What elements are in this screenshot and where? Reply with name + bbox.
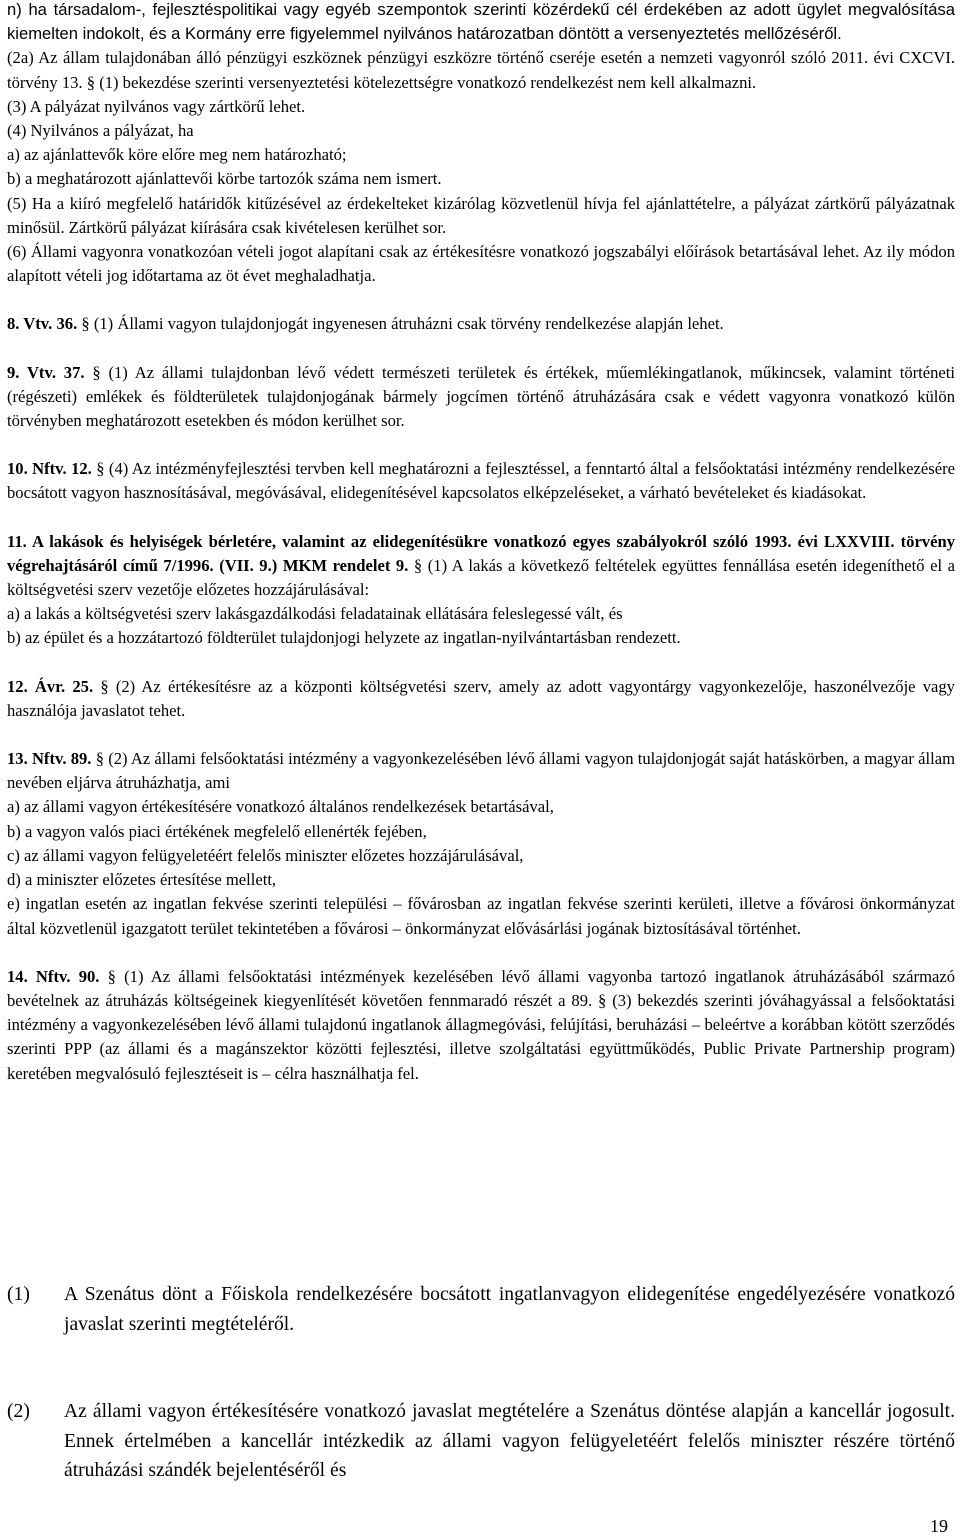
section-13-item-e: e) ingatlan esetén az ingatlan fekvése szerinti települési – fővárosban az ingatlan fekvése szerinti kerületi, illetve a fővárosi önkormányzat által közvetlenül igazgatott terület tekintetében a fővárosi – önkormányzat elővásárlási jogának biztosításával történhet.	[7, 894, 955, 938]
section-10-heading: 10. Nftv. 12.	[7, 459, 92, 479]
paragraph-6: (6) Állami vagyonra vonatkozóan vételi jogot alapítani csak az értékesítésre vonatkozó jogszabályi előírások betartásával lehet. Az ily módon alapított vételi jog időtartama az öt évet meghaladhatja.	[7, 242, 955, 286]
section-mark: §	[598, 990, 607, 1010]
section-11-item-a: a) a lakás a költségvetési szerv lakásgazdálkodási feladatainak ellátására feleslegessé vált, és	[7, 604, 623, 624]
section-8-text: (1) Állami vagyon tulajdonjogát ingyenesen átruházni csak törvény rendelkezése alapján lehet.	[93, 314, 724, 334]
section-12	[7, 675, 955, 723]
section-11-text: (1) A lakás a következő feltételek együttes fennállása esetén idegeníthető el a költségvetési szerv vezetője előzetes hozzájárulásával:	[7, 555, 955, 600]
section-mark: §	[95, 749, 104, 769]
paragraph-5: (5) Ha a kiíró megfelelő határidők kitűzésével az érdekelteket kizárólag közvetlenül hívja fel ajánlattételre, a pályázat zártkörű pályázatnak minősül. Zártkörű pályázat kiírására csak kivételesen kerülhet sor.	[7, 193, 955, 237]
section-8	[7, 312, 955, 336]
paragraph-2a-start: (2a) Az állam tulajdonában álló pénzügyi eszköznek pénzügyi eszközre történő cseréje esetén a nemzeti vagyonról szóló 2011. évi CXCVI. törvény 13.	[7, 48, 955, 92]
section-14-heading: 14. Nftv. 90.	[7, 966, 100, 986]
section-13	[7, 747, 955, 795]
final-point-1-number: (1)	[7, 1284, 30, 1305]
section-mark: §	[100, 676, 109, 696]
final-point-1-text: A Szenátus dönt a Főiskola rendelkezésére bocsátott ingatlanvagyon elidegenítése engedélyezésére vonatkozó javaslat szerinti megtételéről.	[64, 1284, 955, 1335]
paragraph-4b: b) a meghatározott ajánlattevői körbe tartozók száma nem ismert.	[7, 169, 442, 189]
final-point-2-number: (2)	[7, 1401, 30, 1422]
final-point-2-text: Az állami vagyon értékesítésére vonatkozó javaslat megtételére a Szenátus döntése alapján a kancellár jogosult. Ennek értelmében a kancellár intézkedik az állami vagyon felügyeletéért felelős miniszter részére történő átruházási szándék bejelentéséről és	[64, 1401, 955, 1481]
section-13-item-c: c) az állami vagyon felügyeletéért felelős miniszter előzetes hozzájárulásával,	[7, 845, 524, 865]
section-13-item-a: a) az állami vagyon értékesítésére vonatkozó általános rendelkezések betartásával,	[7, 797, 554, 817]
section-13-heading: 13. Nftv. 89.	[7, 749, 92, 769]
section-mark: §	[86, 72, 96, 92]
section-mark: §	[92, 362, 101, 382]
section-13-item-b: b) a vagyon valós piaci értékének megfelelő ellenérték fejében,	[7, 821, 427, 841]
section-11-heading: 11. A lakások és helyiségek bérletére, valamint az elidegenítésükre vonatkozó egyes szabályokról szóló 1993. évi LXXVIII. törvény végrehajtásáról című 7/1996. (VII. 9.) MKM rendelet 9.	[7, 531, 955, 575]
section-14-text-1: (1) Az állami felsőoktatási intézmények kezelésében lévő állami vagyonba tartozó ingatlanok átruházásából származó bevételnek az átruházás költségeinek kiegyenlítését követően fennmaradó részét a 89.	[7, 966, 955, 1010]
section-13-item-d: d) a miniszter előzetes értesítése mellett,	[7, 870, 277, 890]
section-12-heading: 12. Ávr. 25.	[7, 676, 94, 696]
section-9-text: (1) Az állami tulajdonban lévő védett természeti területek és értékek, műemlékingatlanok, műkincsek, valamint történeti (régészeti) emlékek és földterületek tulajdonjogának bármely jogcímen történő átruházására csak e védett vagyonra vonatkozó külön törvényben meghatározott esetekben és módon kerülhet sor.	[7, 362, 955, 431]
section-10	[7, 457, 955, 505]
section-9	[7, 361, 955, 434]
section-13-text: (2) Az állami felsőoktatási intézmény a vagyonkezelésében lévő állami vagyon tulajdonjogát saját hatáskörben, a magyar állam nevében eljárva átruházhatja, ami	[7, 749, 956, 793]
section-11-item-b: b) az épület és a hozzátartozó földterület tulajdonjogi helyzete az ingatlan-nyilvántartásban rendezett.	[7, 628, 681, 648]
section-mark: §	[96, 459, 105, 479]
section-12-text: (2) Az értékesítésre az a központi költségvetési szerv, amely az adott vagyontárgy vagyonkezelője, haszonélvezője vagy használója javaslatot tehet.	[7, 676, 955, 720]
section-11	[7, 530, 955, 603]
paragraph-2a-end: (1) bekezdése szerinti versenyeztetési kötelezettségre vonatkozó rendelkezést nem kell alkalmazni.	[99, 72, 757, 92]
paragraph-4: (4) Nyilvános a pályázat, ha	[7, 121, 194, 141]
section-9-heading: 9. Vtv. 37.	[7, 362, 85, 382]
section-mark: §	[107, 966, 116, 986]
paragraph-3: (3) A pályázat nyilvános vagy zártkörű lehet.	[7, 96, 306, 116]
section-8-heading: 8. Vtv. 36.	[7, 314, 78, 334]
section-10-text: (4) Az intézményfejlesztési tervben kell meghatározni a fejlesztéssel, a fenntartó által a felsőoktatási intézmény rendelkezésére bocsátott vagyon hasznosításával, megóvásával, elidegenítésével kapcsolatos elképzeléseket, a várható bevételeket és kiadásokat.	[7, 459, 955, 503]
section-14-text-2: (3) bekezdés szerinti jóváhagyással a felsőoktatási intézmény a vagyonkezelésében lévő állami tulajdonú ingatlanok állagmegóvási, felújítási, beruházási – beleértve a korábban kötött szerződés szerinti PPP (az állami és a magánszektor közötti fejlesztési, illetve szolgáltatási együttműködés, Public Private Partnership program) keretében megvalósuló fejlesztéseit is – célra használhatja fel.	[7, 990, 955, 1083]
section-mark: §	[413, 555, 423, 575]
document-body	[7, 0, 955, 1086]
paragraph-n: n) ha társadalom-, fejlesztéspolitikai vagy egyéb szempontok szerinti közérdekű cél érdekében az adott ügylet megvalósítása kiemelten indokolt, és a Kormány erre figyelemmel nyilvános határozatban döntött a versenyeztetés mellőzéséről.	[7, 0, 955, 44]
paragraph-2a	[7, 46, 955, 94]
page-number: 19	[930, 1516, 948, 1536]
section-mark: §	[81, 314, 90, 334]
paragraph-4a: a) az ajánlattevők köre előre meg nem határozható;	[7, 145, 347, 165]
section-14	[7, 965, 955, 1086]
